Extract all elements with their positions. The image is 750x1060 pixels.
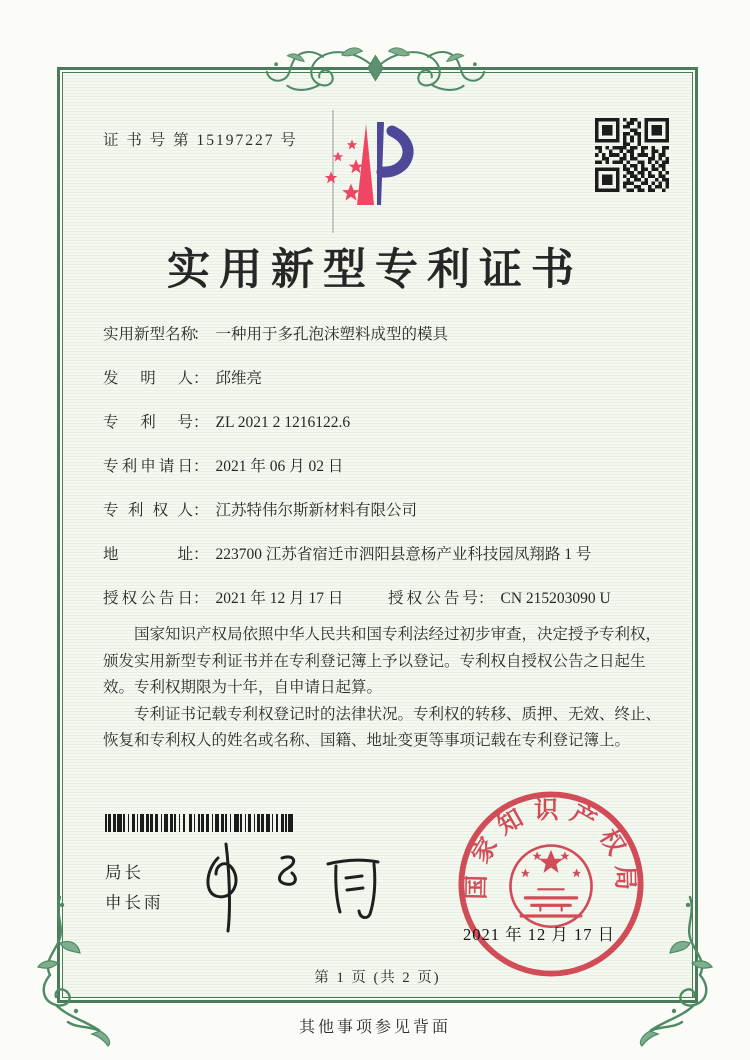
field-row-filing-date [103, 454, 663, 474]
top-ornament-icon [263, 42, 488, 94]
field-value: 223700 江苏省宿迁市泗阳县意杨产业科技园凤翔路 1 号 [215, 546, 592, 563]
svg-text:国家知识产权局 [463, 796, 640, 900]
field-value: ZL 2021 2 1216122.6 [215, 414, 351, 431]
field-label: 地址 [103, 546, 193, 563]
field-value: 2021 年 12 月 17 日 [215, 590, 344, 607]
grant-number [388, 586, 611, 608]
official-seal-icon [455, 788, 647, 980]
field-row-patentee [103, 498, 663, 518]
field-colon: ： [193, 414, 209, 431]
field-label: 专利号 [103, 414, 193, 431]
seal-text: 国家知识产权局 [463, 796, 639, 900]
field-row-grant [103, 586, 663, 606]
field-list [103, 322, 663, 630]
field-label: 授权公告号 [388, 590, 478, 607]
certificate-title: 实用新型专利证书 [167, 247, 583, 294]
field-label: 授权公告日 [103, 590, 193, 607]
field-value: 2021 年 06 月 02 日 [215, 458, 344, 475]
field-colon: ： [193, 458, 209, 475]
field-label: 专利权人 [103, 502, 193, 519]
corner-ornament-left-icon [16, 895, 116, 1047]
field-value: 邱维亮 [215, 370, 263, 387]
legal-paragraph: 专利证书记载专利权登记时的法律状况。专利权的转移、质押、无效、终止、恢复和专利权人的姓名或名称、国籍、地址变更等事项记载在专利登记簿上。 [103, 705, 662, 749]
field-colon: ： [193, 590, 209, 607]
field-label: 发明人 [103, 370, 193, 387]
legal-text [103, 622, 667, 755]
field-row-name [103, 322, 663, 342]
field-value: CN 215203090 U [500, 590, 611, 607]
director-signature [190, 840, 400, 935]
qr-code [595, 118, 669, 192]
field-row-address [103, 542, 663, 562]
officer-name: 申长雨 [105, 893, 164, 912]
officer-title: 局长 [105, 863, 144, 882]
certificate-number: 证 书 号 第 15197227 号 [103, 132, 298, 149]
field-colon: ： [193, 326, 209, 343]
field-label: 实用新型名称 [103, 326, 197, 343]
back-note: 其他事项参见背面 [298, 1019, 451, 1036]
field-colon: ： [193, 546, 209, 563]
barcode [105, 814, 293, 832]
field-value: 一种用于多孔泡沫塑料成型的模具 [215, 326, 449, 343]
field-row-inventor [103, 366, 663, 386]
field-colon: ： [193, 502, 209, 519]
field-colon: ： [478, 590, 494, 607]
page-indicator: 第 1 页 (共 2 页) [314, 970, 441, 986]
field-value: 江苏特伟尔斯新材料有限公司 [215, 502, 418, 519]
cnipa-logo-icon [300, 110, 435, 240]
field-row-patent-no [103, 410, 663, 430]
legal-paragraph: 国家知识产权局依照中华人民共和国专利法经过初步审查，决定授予专利权，颁发实用新型专利证书并在专利登记簿上予以登记。专利权自授权公告之日起生效。专利权期限为十年，自申请日起算。 [103, 626, 662, 696]
corner-ornament-right-icon [634, 895, 734, 1047]
seal-date: 2021 年 12 月 17 日 [463, 925, 616, 944]
field-label: 专利申请日 [103, 458, 193, 475]
field-colon: ： [193, 370, 209, 387]
